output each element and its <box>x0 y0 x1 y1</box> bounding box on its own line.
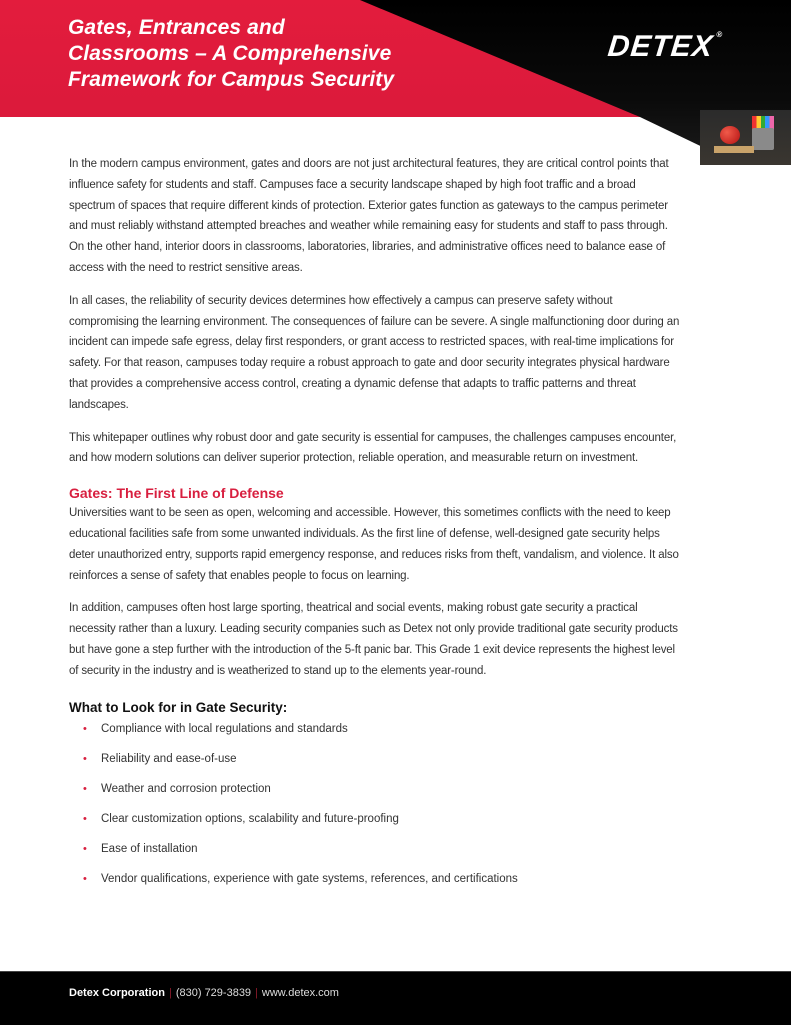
footer-website-link[interactable]: www.detex.com <box>261 987 339 999</box>
gates-paragraph: Universities want to be seen as open, welcoming and accessible. However, this sometimes conflicts with the need to keep educational facilities safe from some unwanted individuals. As the first line of defense, well-designed gate security helps deter unauthorized entry, supports rapid emergency response, and reduces risks from theft, vandalism, and violence. It also reinforces a sense of safety that enables people to focus on learning. <box>69 507 679 582</box>
apple-image <box>720 126 740 144</box>
checklist-heading: What to Look for in Gate Security: <box>69 699 288 715</box>
footer-separator: | <box>168 987 172 999</box>
checklist-item-text: Compliance with local regulations and standards <box>101 722 348 735</box>
page-footer <box>0 971 791 1025</box>
detex-logo <box>606 30 724 64</box>
classroom-desk-photo <box>700 110 791 165</box>
title-line: Gates, Entrances and <box>68 16 285 39</box>
checklist-item-text: Reliability and ease-of-use <box>101 752 237 765</box>
intro-paragraph: In all cases, the reliability of security devices determines how effectively a campus can preserve safety without compromising the learning environment. The consequences of failure can be severe. A single malfunctioning door during an incident can impede safe egress, delay first responders, or grant access to restricted spaces, with real-time implications for safety. For that reason, campuses today require a robust approach to gate and door security integrates physical hardware that provides a comprehensive access control, creating a dynamic defense that adapts to traffic patterns and threat landscapes. <box>69 294 680 411</box>
bullet-icon: • <box>83 752 87 765</box>
bullet-icon: • <box>83 842 87 855</box>
document-body <box>69 154 681 899</box>
pencil-cup-image <box>752 128 774 150</box>
intro-paragraph: In the modern campus environment, gates and doors are not just architectural features, they are critical control points that influence safety for students and staff. Campuses face a security landscape shaped by high foot traffic and a broad spectrum of spaces that require different kinds of protection. Exterior gates function as gateways to the campus perimeter and must reliably withstand attempted breaches and weather while remaining easy for students and staff to pass through. On the other hand, interior doors in classrooms, laboratories, libraries, and administrative offices need to balance ease of access with the need to restrict sensitive areas. <box>69 158 669 274</box>
checklist-item <box>83 839 681 869</box>
checklist-item-text: Weather and corrosion protection <box>101 782 271 795</box>
footer-company: Detex Corporation <box>69 987 165 999</box>
checklist-item-text: Clear customization options, scalability and future-proofing <box>101 812 399 825</box>
page-header <box>0 0 791 165</box>
checklist-item <box>83 749 681 779</box>
checklist-item <box>83 809 681 839</box>
bullet-icon: • <box>83 872 87 885</box>
checklist-item <box>83 779 681 809</box>
footer-phone: (830) 729-3839 <box>175 987 252 999</box>
title-line: Framework for Campus Security <box>68 68 395 91</box>
intro-paragraph: This whitepaper outlines why robust door and gate security is essential for campuses, the challenges campuses encounter, and how modern solutions can deliver superior protection, reliable operation, and measurable return on investment. <box>69 431 677 465</box>
logo-text: DETEX <box>606 30 715 63</box>
title-line: Classrooms – A Comprehensive <box>68 42 392 65</box>
bullet-icon: • <box>83 812 87 825</box>
gates-paragraph: In addition, campuses often host large sporting, theatrical and social events, making robust gate security a practical necessity rather than a luxury. Leading security companies such as Detex not only provide traditional gate security products but have gone a step further with the introduction of the 5-ft panic bar. This Grade 1 exit device represents the highest level of security in the industry and is weatherized to stand up to the elements year-round. <box>69 602 678 677</box>
section-heading-gates: Gates: The First Line of Defense <box>69 485 284 502</box>
checklist-item <box>83 719 681 749</box>
document-title <box>68 15 394 93</box>
checklist <box>69 719 681 899</box>
registered-mark: ® <box>715 30 724 39</box>
checklist-item-text: Vendor qualifications, experience with gate systems, references, and certifications <box>101 872 518 885</box>
bullet-icon: • <box>83 782 87 795</box>
bullet-icon: • <box>83 722 87 735</box>
books-image <box>714 146 754 153</box>
checklist-item-text: Ease of installation <box>101 842 198 855</box>
checklist-item <box>83 869 681 899</box>
footer-contact <box>69 987 339 999</box>
footer-separator: | <box>255 987 258 999</box>
